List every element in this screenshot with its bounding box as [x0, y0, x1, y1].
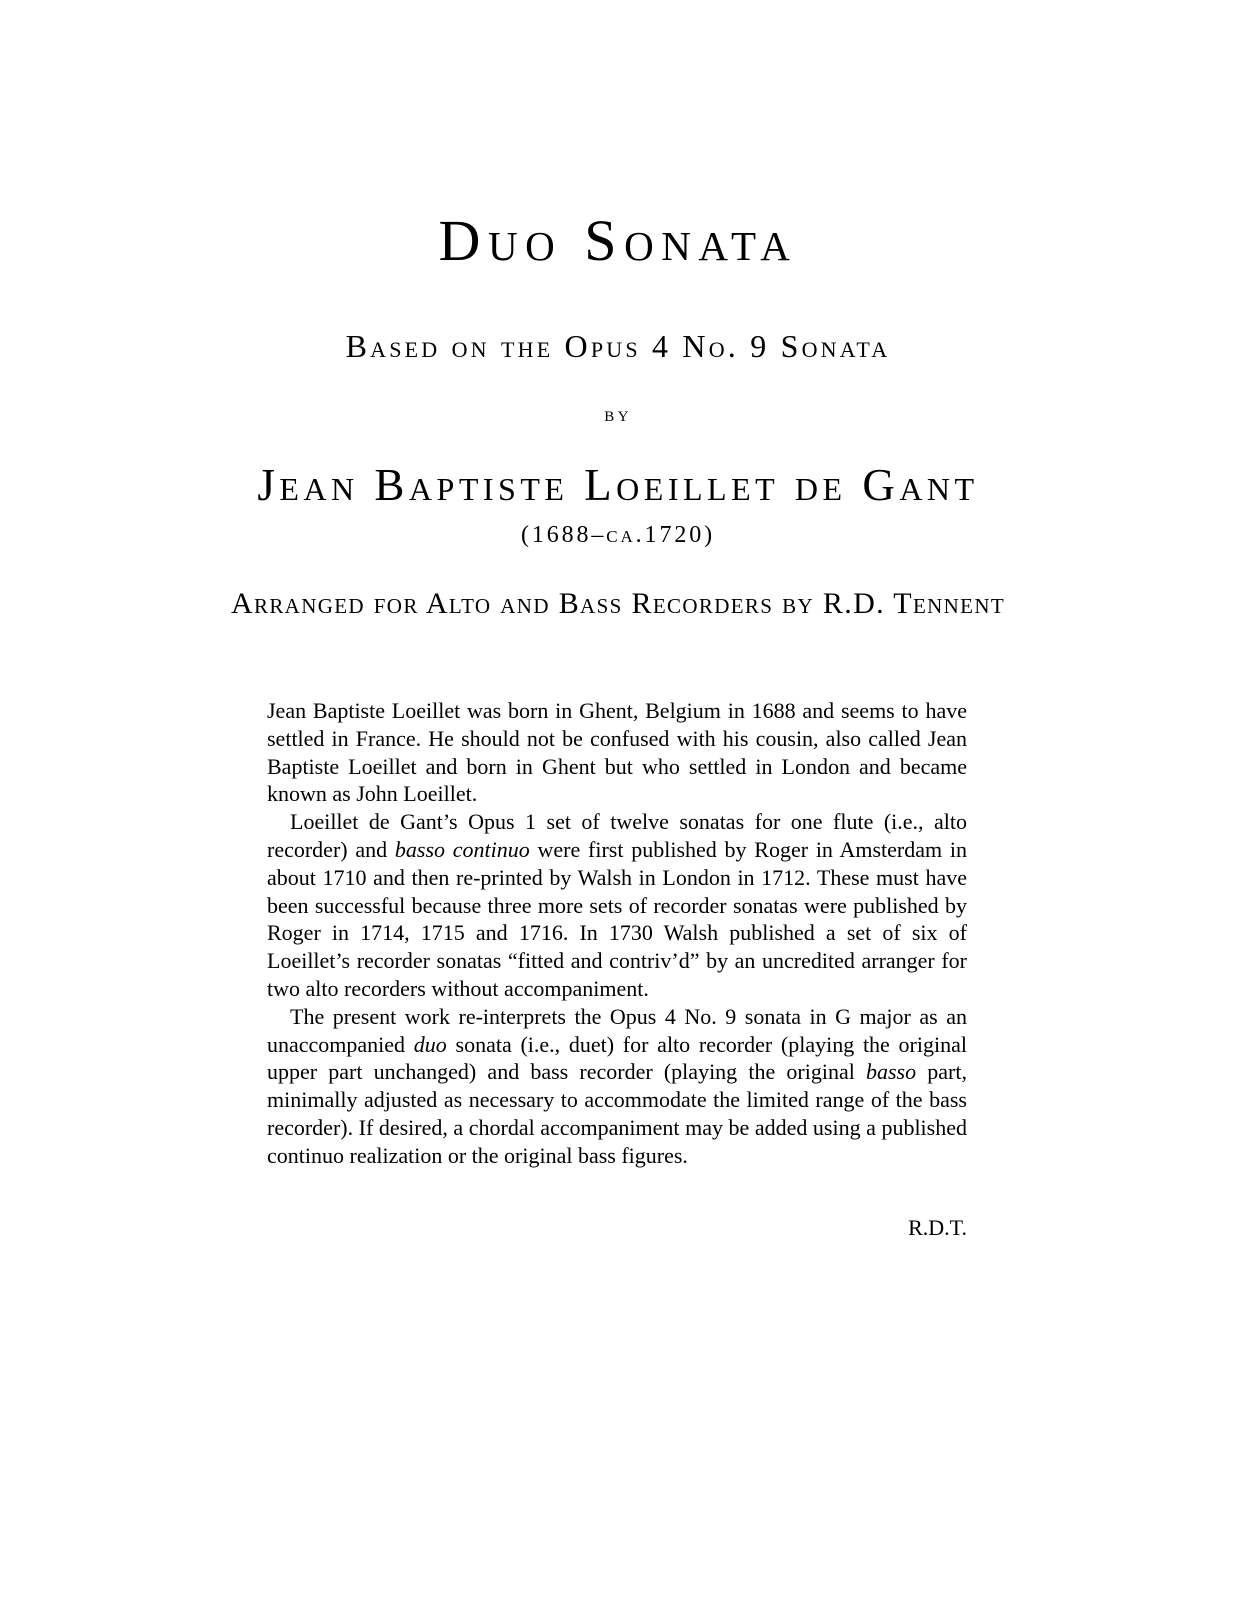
- text-segment: Loeillet de Gant’s Opus 1 set of twelve sonatas for one flute (i.e., alto recorder) and: [267, 809, 967, 862]
- paragraph: [267, 1003, 967, 1170]
- paragraph: [267, 697, 967, 808]
- italic-text-segment: basso: [866, 1059, 917, 1085]
- by-label: by: [604, 402, 632, 426]
- paragraph: [267, 808, 967, 1003]
- page-title: Duo Sonata: [438, 208, 798, 273]
- arrangement-credit: Arranged for Alto and Bass Recorders by R.D. Tennent: [230, 587, 1006, 620]
- title-block: [0, 0, 1236, 619]
- text-segment: The present work re-interprets the Opus 4 No. 9 sonata in G major as an unaccompanied: [267, 1003, 967, 1057]
- text-segment: were first published by Roger in Amsterdam in about 1710 and then re-printed by Walsh in London in 1712. These must have been successful because three more sets of recorder sonatas were published by Roger in 1714, 1715 and 1716. In 1730 Walsh published a set of six of Loeillet’s recorder sonatas “fitted and contriv’d” by an uncredited arranger for two alto recorders without accompaniment.: [267, 836, 967, 1001]
- arranger-initials: R.D.T.: [908, 1214, 967, 1240]
- italic-text-segment: basso continuo: [394, 836, 530, 862]
- subtitle: Based on the Opus 4 No. 9 Sonata: [345, 328, 891, 364]
- text-segment: Jean Baptiste Loeillet was born in Ghent, Belgium in 1688 and seems to have settled in France. He should not be confused with his cousin, also called Jean Baptiste Loeillet and born in Ghent but who settled in London and became known as John Loeillet.: [267, 698, 967, 807]
- text-segment: part, minimally adjusted as necessary to accommodate the limited range of the bass recorder). If desired, a chordal accompaniment may be added using a published continuo realization or the original bass figures.: [267, 1059, 967, 1168]
- italic-text-segment: duo: [413, 1031, 447, 1057]
- composer-dates: (1688–ca.1720): [521, 522, 715, 548]
- composer-name: Jean Baptiste Loeillet de Gant: [257, 460, 979, 510]
- text-segment: sonata (i.e., duet) for alto recorder (playing the original upper part unchanged) and bass recorder (playing the original: [267, 1031, 967, 1085]
- preface-text: [267, 697, 967, 1170]
- preface-paragraphs: [267, 697, 967, 1170]
